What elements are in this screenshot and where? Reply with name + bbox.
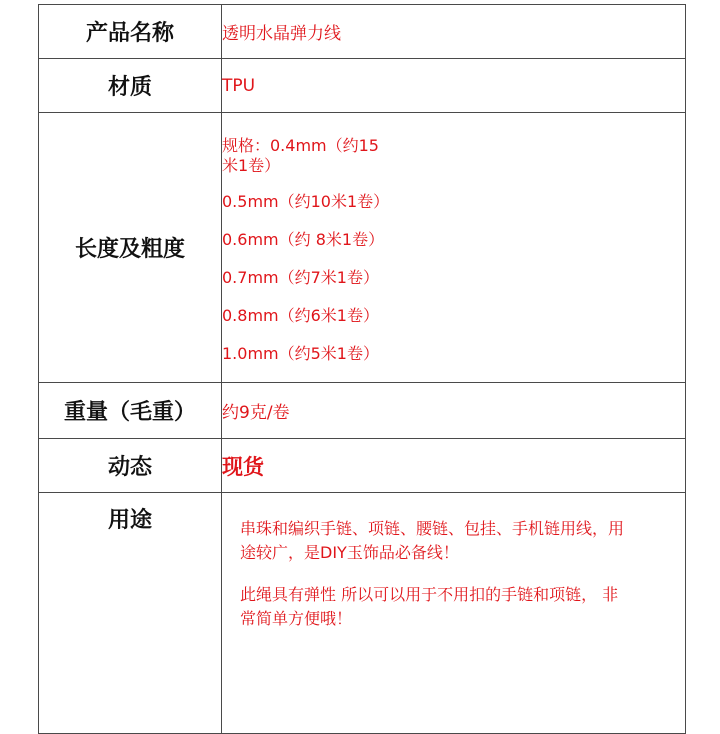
product-spec-table bbox=[38, 4, 686, 734]
product-name-value: 透明水晶弹力线 bbox=[222, 5, 686, 59]
size-spec-line: 0.6mm（约 8米1卷） bbox=[222, 229, 385, 249]
spec-row-status bbox=[39, 439, 686, 493]
weight-value: 约9克/卷 bbox=[222, 383, 686, 439]
status-value: 现货 bbox=[222, 439, 686, 493]
spec-row-size bbox=[39, 113, 686, 383]
product-name-label: 产品名称 bbox=[39, 5, 222, 59]
material-label: 材质 bbox=[39, 59, 222, 113]
size-spec-line: 0.7mm（约7米1卷） bbox=[222, 267, 379, 287]
weight-label: 重量（毛重） bbox=[39, 383, 222, 439]
size-spec-line: 1.0mm（约5米1卷） bbox=[222, 343, 379, 363]
size-spec-line: 规格：0.4mm（约15米1卷） bbox=[222, 135, 379, 175]
spec-row-material bbox=[39, 59, 686, 113]
usage-paragraph: 此绳具有弹性 所以可以用于不用扣的手链和项链， 非常简单方便哦！ bbox=[240, 585, 619, 628]
size-spec-line: 0.5mm（约10米1卷） bbox=[222, 191, 390, 211]
size-label: 长度及粗度 bbox=[39, 113, 222, 383]
status-label: 动态 bbox=[39, 439, 222, 493]
size-values-cell bbox=[222, 113, 686, 383]
usage-value-cell bbox=[222, 493, 686, 734]
spec-row-weight bbox=[39, 383, 686, 439]
spec-row-product-name bbox=[39, 5, 686, 59]
usage-paragraph: 串珠和编织手链、项链、腰链、包挂、手机链用线，用途较广，是DIY玉饰品必备线！ bbox=[240, 519, 625, 562]
size-spec-line: 0.8mm（约6米1卷） bbox=[222, 305, 379, 325]
usage-label: 用途 bbox=[39, 493, 222, 734]
spec-row-usage bbox=[39, 493, 686, 734]
material-value: TPU bbox=[222, 59, 686, 113]
